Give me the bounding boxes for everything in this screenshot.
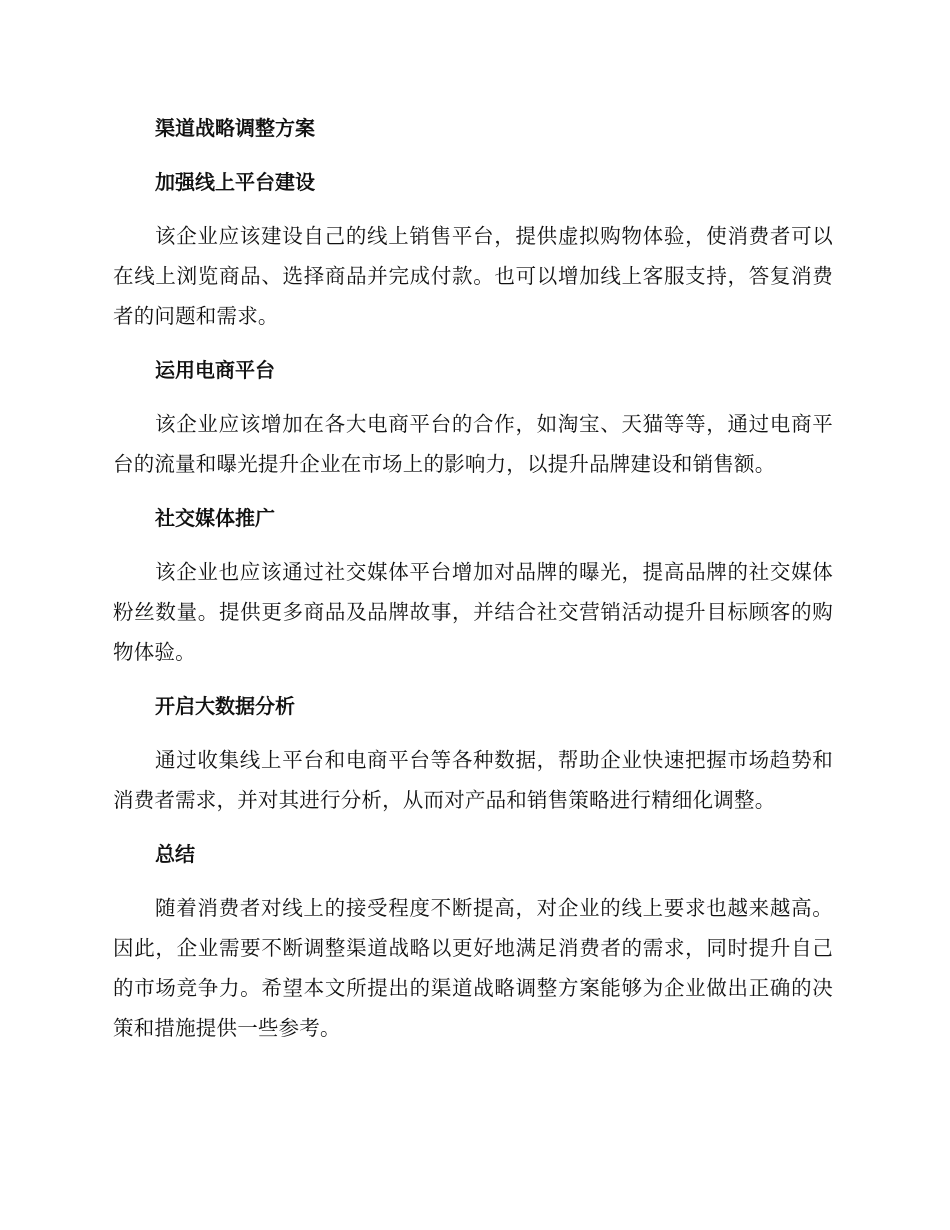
section-heading-social-media: 社交媒体推广 (155, 506, 275, 530)
section-body-online-platform: 该企业应该建设自己的线上销售平台，提供虚拟购物体验，使消费者可以在线上浏览商品、选择商品并完成付款。也可以增加线上客服支持，答复消费者的问题和需求。 (113, 224, 833, 328)
section-heading-summary: 总结 (155, 842, 195, 866)
section-heading-big-data: 开启大数据分析 (155, 694, 295, 718)
section-body-big-data: 通过收集线上平台和电商平台等各种数据，帮助企业快速把握市场趋势和消费者需求，并对其进行分析，从而对产品和销售策略进行精细化调整。 (113, 748, 833, 812)
section-body-ecommerce: 该企业应该增加在各大电商平台的合作，如淘宝、天猫等等，通过电商平台的流量和曝光提升企业在市场上的影响力，以提升品牌建设和销售额。 (113, 412, 833, 476)
section-body-social-media: 该企业也应该通过社交媒体平台增加对品牌的曝光，提高品牌的社交媒体粉丝数量。提供更多商品及品牌故事，并结合社交营销活动提升目标顾客的购物体验。 (113, 560, 833, 664)
document-content (113, 108, 833, 1062)
section-body-summary: 随着消费者对线上的接受程度不断提高，对企业的线上要求也越来越高。因此，企业需要不断调整渠道战略以更好地满足消费者的需求，同时提升自己的市场竞争力。希望本文所提出的渠道战略调整方案能够为企业做出正确的决策和措施提供一些参考。 (113, 896, 833, 1040)
section-heading-online-platform: 加强线上平台建设 (155, 170, 315, 194)
document-title: 渠道战略调整方案 (155, 116, 315, 140)
section-heading-ecommerce: 运用电商平台 (155, 358, 275, 382)
